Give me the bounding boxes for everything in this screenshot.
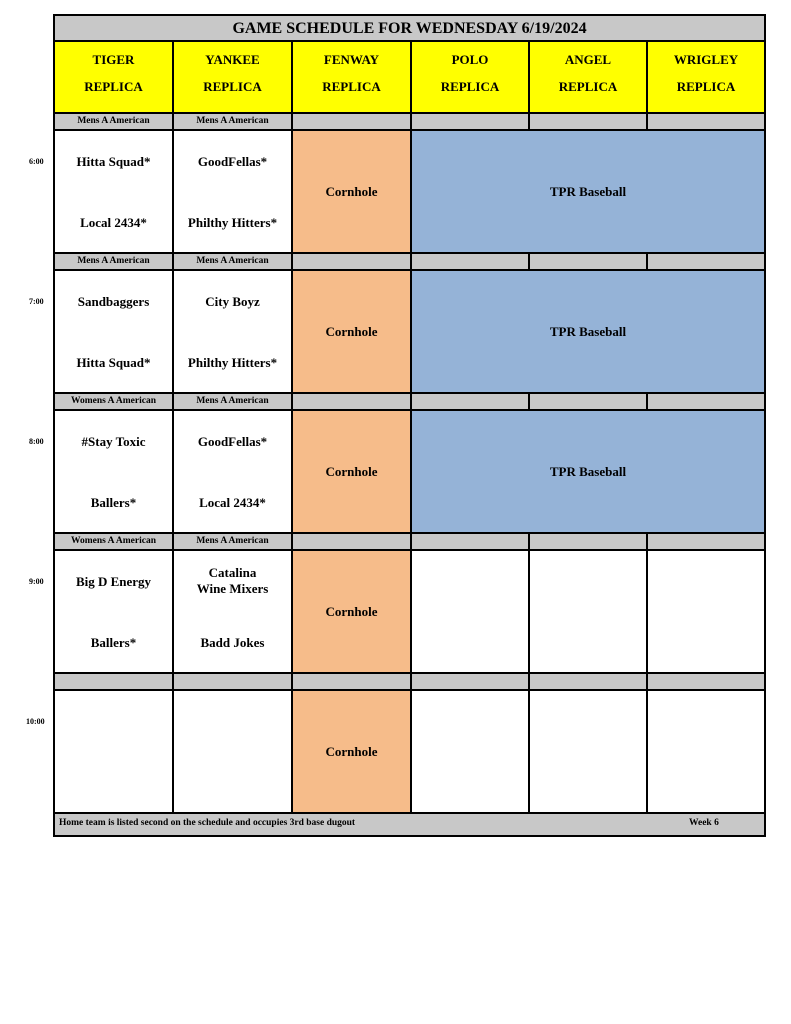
field-header-yankee — [174, 42, 293, 114]
cornhole-label: Cornhole — [325, 323, 378, 339]
cornhole-cell — [293, 271, 412, 394]
division-label: Mens A American — [174, 114, 293, 131]
division-spacer — [648, 114, 764, 131]
away-team: Catalina Wine Mixers — [196, 565, 269, 596]
cornhole-cell — [293, 691, 412, 814]
field-name: ANGEL — [564, 52, 612, 67]
field-sub: REPLICA — [203, 79, 262, 94]
cornhole-label: Cornhole — [325, 743, 378, 759]
home-team: Philthy Hitters* — [187, 355, 278, 370]
field-header-angel — [530, 42, 648, 114]
time-label: 10:00 — [26, 717, 45, 726]
away-team: #Stay Toxic — [81, 434, 146, 449]
game-cell-yankee — [174, 551, 293, 674]
baseball-cell — [412, 131, 764, 254]
away-team: Hitta Squad* — [76, 154, 151, 169]
field-header-tiger — [55, 42, 174, 114]
division-label: Womens A American — [55, 394, 174, 411]
game-cell-tiger — [55, 271, 174, 394]
division-spacer — [412, 534, 530, 551]
division-spacer — [412, 674, 530, 691]
division-label: Mens A American — [55, 254, 174, 271]
home-team: Badd Jokes — [200, 635, 265, 650]
division-spacer — [293, 674, 412, 691]
baseball-cell — [412, 411, 764, 534]
home-team: Hitta Squad* — [76, 355, 151, 370]
field-sub: REPLICA — [558, 79, 618, 94]
division-label: Womens A American — [55, 534, 174, 551]
division-label: Mens A American — [55, 114, 174, 131]
baseball-cell — [412, 271, 764, 394]
game-cell-tiger — [55, 411, 174, 534]
game-cell-tiger — [55, 551, 174, 674]
field-name: TIGER — [92, 52, 135, 67]
division-spacer — [293, 254, 412, 271]
away-team: GoodFellas* — [197, 434, 268, 449]
time-label: 9:00 — [29, 577, 44, 586]
field-sub: REPLICA — [84, 79, 143, 94]
field-header-polo — [412, 42, 530, 114]
home-team: Local 2434* — [80, 215, 147, 230]
division-label: Mens A American — [174, 254, 293, 271]
cornhole-cell — [293, 551, 412, 674]
game-cell-yankee — [174, 131, 293, 254]
division-spacer — [174, 674, 293, 691]
division-spacer — [648, 254, 764, 271]
division-label: Mens A American — [174, 394, 293, 411]
schedule-table — [53, 14, 766, 837]
cornhole-label: Cornhole — [325, 463, 378, 479]
empty-cell-angel — [530, 691, 648, 814]
division-spacer — [530, 534, 648, 551]
field-name: WRIGLEY — [673, 52, 739, 67]
field-header-wrigley — [648, 42, 764, 114]
division-spacer — [648, 534, 764, 551]
field-name: YANKEE — [205, 52, 260, 67]
field-sub: REPLICA — [440, 79, 500, 94]
division-spacer — [530, 394, 648, 411]
home-team: Ballers* — [90, 495, 137, 510]
footer-bar — [55, 814, 764, 835]
division-spacer — [530, 674, 648, 691]
empty-cell-polo — [412, 551, 530, 674]
footer-note: Home team is listed second on the schedule and occupies 3rd base dugout — [59, 818, 356, 828]
time-label: 6:00 — [29, 157, 44, 166]
division-spacer — [530, 114, 648, 131]
baseball-label: TPR Baseball — [549, 463, 627, 479]
empty-cell-yankee — [174, 691, 293, 814]
field-header-fenway — [293, 42, 412, 114]
game-cell-yankee — [174, 271, 293, 394]
division-label: Mens A American — [174, 534, 293, 551]
division-spacer — [293, 114, 412, 131]
division-spacer — [648, 394, 764, 411]
division-spacer — [293, 534, 412, 551]
game-cell-tiger — [55, 131, 174, 254]
home-team: Philthy Hitters* — [187, 215, 278, 230]
away-team: GoodFellas* — [197, 154, 268, 169]
division-spacer — [412, 114, 530, 131]
schedule-title: GAME SCHEDULE FOR WEDNESDAY 6/19/2024 — [55, 16, 764, 42]
division-spacer — [412, 254, 530, 271]
game-cell-yankee — [174, 411, 293, 534]
field-name: FENWAY — [323, 52, 380, 67]
home-team: Ballers* — [90, 635, 137, 650]
division-spacer — [412, 394, 530, 411]
week-label: Week 6 — [689, 818, 719, 828]
empty-cell-tiger — [55, 691, 174, 814]
cornhole-cell — [293, 411, 412, 534]
division-spacer — [55, 674, 174, 691]
time-label: 8:00 — [29, 437, 44, 446]
cornhole-label: Cornhole — [325, 603, 378, 619]
home-team: Local 2434* — [199, 495, 266, 510]
away-team: City Boyz — [205, 294, 260, 309]
field-name: POLO — [451, 52, 489, 67]
field-sub: REPLICA — [676, 79, 736, 94]
field-sub: REPLICA — [322, 79, 381, 94]
empty-cell-polo — [412, 691, 530, 814]
away-team: Big D Energy — [75, 574, 152, 589]
division-spacer — [530, 254, 648, 271]
baseball-label: TPR Baseball — [549, 183, 627, 199]
empty-cell-angel — [530, 551, 648, 674]
cornhole-cell — [293, 131, 412, 254]
empty-cell-wrigley — [648, 691, 764, 814]
division-spacer — [293, 394, 412, 411]
away-team: Sandbaggers — [77, 294, 150, 309]
time-label: 7:00 — [29, 297, 44, 306]
division-spacer — [648, 674, 764, 691]
empty-cell-wrigley — [648, 551, 764, 674]
baseball-label: TPR Baseball — [549, 323, 627, 339]
cornhole-label: Cornhole — [325, 183, 378, 199]
